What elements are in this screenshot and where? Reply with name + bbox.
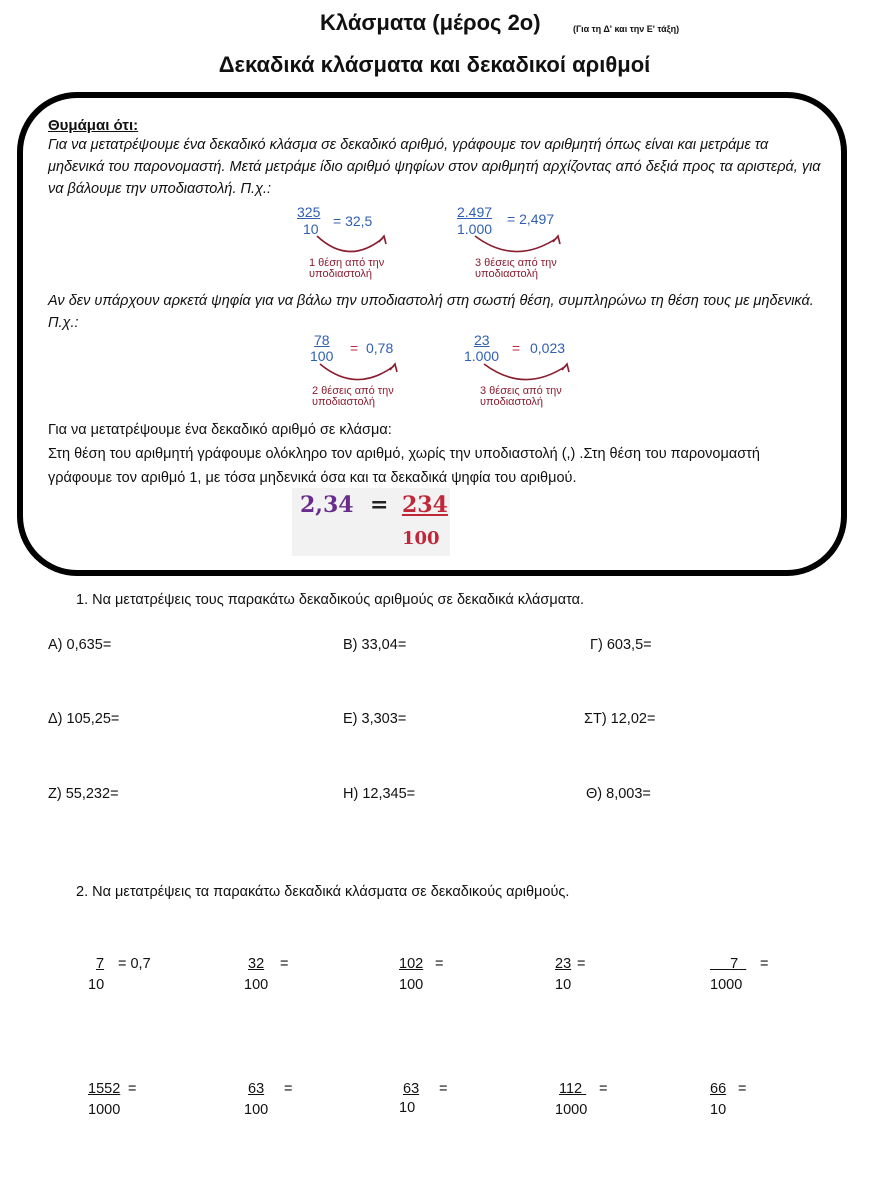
example-equals: =	[350, 340, 359, 356]
example-note: 1 θέση από την	[309, 257, 385, 269]
exercise-1-item[interactable]: Β) 33,04=	[343, 637, 407, 653]
fraction-numerator: 63	[248, 1081, 265, 1097]
fraction-denominator: 100	[244, 1102, 269, 1118]
fraction-equals: =	[599, 1081, 608, 1097]
example-numerator: 78	[314, 332, 330, 348]
exercise-2-fraction[interactable]	[244, 1081, 344, 1125]
example-result: = 2,497	[507, 211, 555, 227]
rule-paragraph-4: Στη θέση του αριθμητή γράφουμε ολόκληρο τον αριθμό, χωρίς την υποδιαστολή (,) .Στη θέση του παρονομαστή γράφουμε τον αριθμό 1, με τόσα μηδενικά όσα και τα δεκαδικά ψηφία του αριθμού.	[48, 446, 760, 486]
exercise-2-fraction[interactable]	[555, 1081, 655, 1125]
fraction-equals: =	[439, 1081, 448, 1097]
fraction-equals: =	[128, 1081, 137, 1097]
fraction-denominator: 10	[399, 1100, 416, 1116]
example-numerator: 325	[297, 204, 321, 220]
exercise-1-item[interactable]: Α) 0,635=	[48, 637, 112, 653]
example-note: 3 θέσεις από την	[480, 385, 562, 397]
fraction-denominator: 1000	[88, 1102, 121, 1118]
fraction-denominator: 1000	[555, 1102, 588, 1118]
page-title: Κλάσματα (μέρος 2ο)	[320, 10, 541, 35]
fraction-equals: =	[435, 956, 444, 972]
fraction-equals: = 0,7	[118, 956, 151, 972]
arrow-icon	[316, 360, 406, 388]
example-result: 0,78	[366, 340, 394, 356]
example-note: υποδιαστολή	[309, 268, 372, 280]
example-decimal-to-fraction	[292, 488, 450, 556]
example-result: 0,023	[530, 340, 566, 356]
example-denominator: 100	[310, 348, 334, 364]
example-note: υποδιαστολή	[475, 268, 538, 280]
example-note: 3 θέσεις από την	[475, 257, 557, 269]
fraction-denominator: 10	[88, 977, 105, 993]
exercise-1-item[interactable]: Δ) 105,25=	[48, 711, 120, 727]
exercise-1-item[interactable]: Γ) 603,5=	[590, 637, 652, 653]
exercise-2-fraction[interactable]	[88, 956, 208, 1000]
fraction-numerator: 7	[96, 956, 105, 972]
arrow-icon	[471, 232, 571, 260]
example-78-100	[308, 332, 458, 412]
fraction-numerator: 32	[248, 956, 265, 972]
fraction-denominator: 10	[555, 977, 572, 993]
fraction-numerator: 112	[559, 1081, 583, 1097]
exercise-2-fraction[interactable]	[88, 1081, 188, 1125]
exercise-2-fraction[interactable]	[710, 956, 810, 1000]
fraction-equals: =	[284, 1081, 293, 1097]
fraction-denominator: 10	[710, 1102, 727, 1118]
exercise-2-fraction[interactable]	[555, 956, 655, 1000]
exercise-2-instruction: 2. Να μετατρέψεις τα παρακάτω δεκαδικά κλάσματα σε δεκαδικούς αριθμούς.	[76, 884, 570, 900]
fraction-numerator: 63	[403, 1081, 420, 1097]
exercise-2-fraction[interactable]	[399, 956, 499, 1000]
fraction-numerator: 66	[710, 1081, 727, 1097]
fraction-numerator: 7	[730, 956, 739, 972]
grade-note: (Για τη Δ' και την Ε' τάξη)	[573, 24, 680, 34]
fraction-equals: =	[760, 956, 769, 972]
remember-heading: Θυμάμαι ότι:	[48, 117, 139, 134]
arrow-icon	[313, 232, 393, 260]
fraction-denominator: 100	[244, 977, 269, 993]
example-decimal: 2,34	[300, 492, 354, 518]
fraction-equals: =	[738, 1081, 747, 1097]
example-denominator: 10	[303, 221, 319, 237]
exercise-2-fraction[interactable]	[710, 1081, 810, 1125]
exercise-2-fraction[interactable]	[399, 1081, 499, 1125]
fraction-numerator: 1552	[88, 1081, 121, 1097]
example-equals: =	[512, 340, 521, 356]
exercise-1-instruction: 1. Να μετατρέψεις τους παρακάτω δεκαδικούς αριθμούς σε δεκαδικά κλάσματα.	[76, 592, 585, 608]
example-denominator: 1.000	[464, 348, 500, 364]
rule-paragraph-1: Για να μετατρέψουμε ένα δεκαδικό κλάσμα σε δεκαδικό αριθμό, γράφουμε τον αριθμητή όπως είναι και μετράμε τα μηδενικά του παρονομαστή. Μετά μετράμε ίδιο αριθμό ψηφίων στον αριθμητή αρχίζοντας από δεξιά προς τα αριστερά, για να βάλουμε την υποδιαστολή. Π.χ.:	[48, 137, 821, 197]
exercise-1-item[interactable]: Θ) 8,003=	[586, 786, 651, 802]
example-note: υποδιαστολή	[480, 396, 543, 408]
exercise-2-fraction[interactable]	[244, 956, 344, 1000]
example-result: = 32,5	[333, 213, 373, 229]
example-numerator: 234	[402, 492, 448, 518]
exercise-1-item[interactable]: ΣΤ) 12,02=	[584, 711, 656, 727]
page-subtitle: Δεκαδικά κλάσματα και δεκαδικοί αριθμοί	[218, 52, 651, 77]
fraction-numerator: 23	[555, 956, 572, 972]
example-note: υποδιαστολή	[312, 396, 375, 408]
example-numerator: 2.497	[457, 204, 493, 220]
fraction-numerator: 102	[399, 956, 424, 972]
example-325-10	[283, 204, 433, 284]
example-numerator: 23	[474, 332, 490, 348]
fraction-equals: =	[280, 956, 289, 972]
rule-paragraph-3: Για να μετατρέψουμε ένα δεκαδικό αριθμό σε κλάσμα:	[48, 422, 392, 438]
arrow-icon	[480, 360, 580, 388]
exercise-1-item[interactable]: Ζ) 55,232=	[48, 786, 119, 802]
example-2497-1000	[455, 204, 615, 284]
example-denominator: 100	[402, 528, 440, 549]
exercise-1-item[interactable]: Η) 12,345=	[343, 786, 416, 802]
example-note: 2 θέσεις από την	[312, 385, 394, 397]
exercise-1-item[interactable]: Ε) 3,303=	[343, 711, 407, 727]
fraction-denominator: 1000	[710, 977, 743, 993]
fraction-equals: =	[577, 956, 586, 972]
rule-paragraph-2: Αν δεν υπάρχουν αρκετά ψηφία για να βάλω την υποδιαστολή στη σωστή θέση, συμπληρώνω τη θέση τους με μηδενικά. Π.χ.:	[48, 293, 814, 331]
fraction-denominator: 100	[399, 977, 424, 993]
example-23-1000	[462, 332, 622, 412]
example-denominator: 1.000	[457, 221, 493, 237]
example-equals: =	[370, 492, 389, 518]
